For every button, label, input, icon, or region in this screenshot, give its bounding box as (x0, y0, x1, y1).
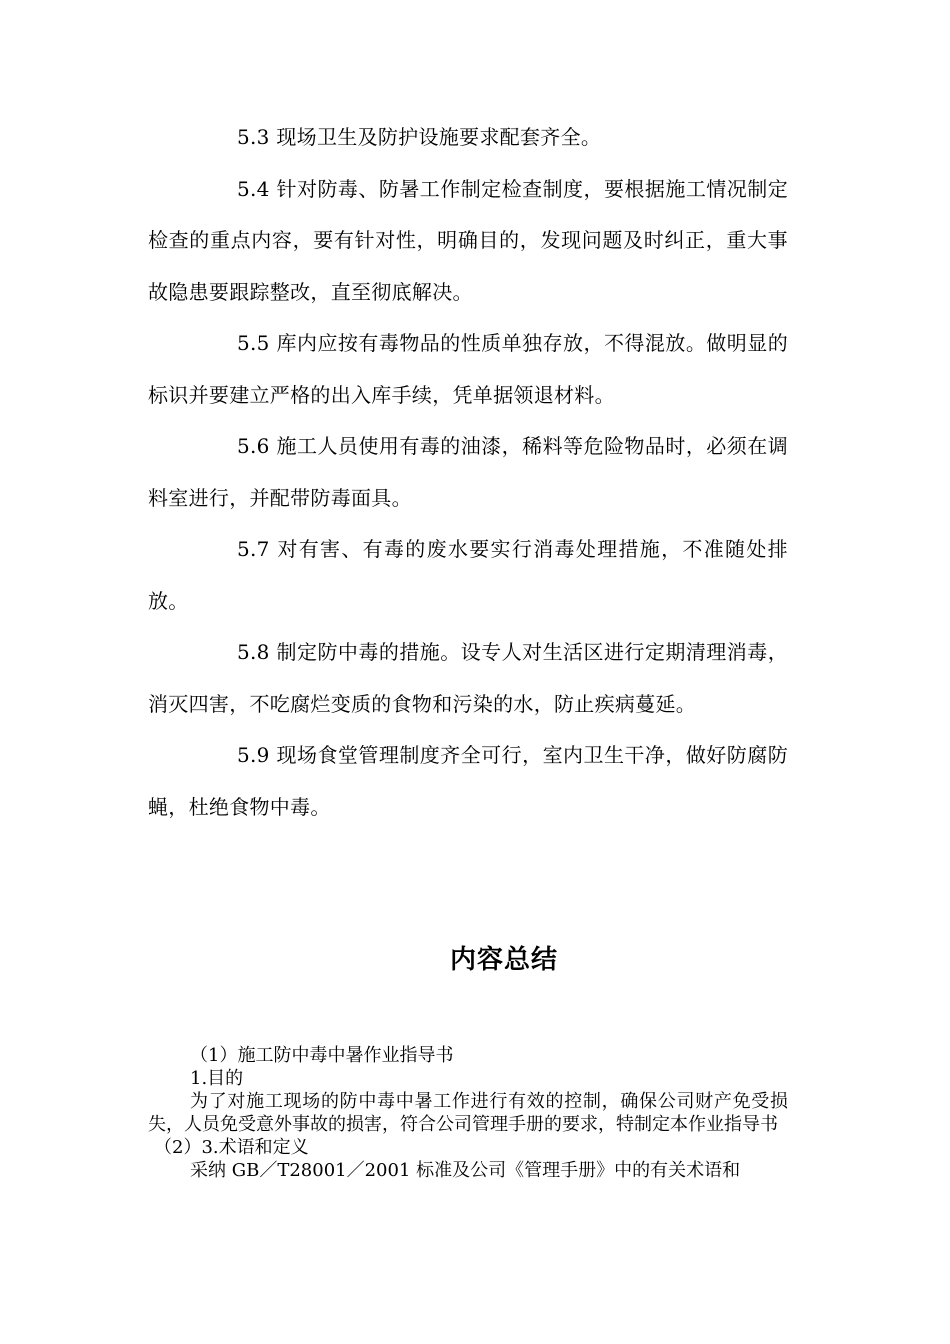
summary-line-heading: （1）施工防中毒中暑作业指导书 (190, 1045, 454, 1066)
paragraph-5-4: 5.4 针对防毒、防暑工作制定检查制度，要根据施工情况制定检查的重点内容，要有针对性，明确目的，发现问题及时纠正，重大事故隐患要跟踪整改，直至彻底解决。 (148, 176, 788, 304)
paragraph-5-5: 5.5 库内应按有毒物品的性质单独存放，不得混放。做明显的标识并要建立严格的出入库手续，凭单据领退材料。 (148, 331, 788, 407)
main-body (148, 112, 788, 833)
paragraph-5-9: 5.9 现场食堂管理制度齐全可行，室内卫生干净，做好防腐防蝇，杜绝食物中毒。 (148, 743, 788, 819)
summary-line-purpose-text: 为了对施工现场的防中毒中暑工作进行有效的控制，确保公司财产免受损失，人员免受意外事故的损害，符合公司管理手册的要求，特制定本作业指导书 (148, 1091, 788, 1135)
paragraph-5-7: 5.7 对有害、有毒的废水要实行消毒处理措施，不准随处排放。 (148, 537, 788, 613)
paragraph-5-8: 5.8 制定防中毒的措施。设专人对生活区进行定期清理消毒，消灭四害，不吃腐烂变质的食物和污染的水，防止疾病蔓延。 (148, 640, 788, 716)
summary-line-purpose: 1.目的 (190, 1068, 244, 1089)
summary-line-terms-text: 采纳 GB／T28001／2001 标准及公司《管理手册》中的有关术语和 (190, 1160, 741, 1181)
summary-section (148, 1044, 788, 1182)
paragraph-5-6: 5.6 施工人员使用有毒的油漆，稀料等危险物品时，必须在调料室进行，并配带防毒面具。 (148, 434, 788, 510)
paragraph-5-3: 5.3 现场卫生及防护设施要求配套齐全。 (237, 125, 602, 149)
summary-title: 内容总结 (449, 945, 558, 975)
summary-line-terms: （2）3.术语和定义 (154, 1137, 309, 1158)
